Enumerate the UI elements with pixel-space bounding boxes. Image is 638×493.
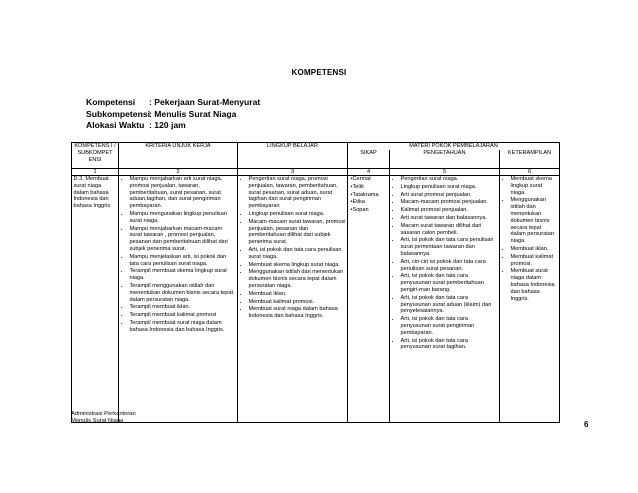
list-item: • Arti, isi pokok dan tata cara penyusunan surat tagihan. xyxy=(401,338,498,352)
list-item: • Mampu menjabarkan macam-macam surat tawaran , promosi penjualan, pesanan dan pemberitahuan dilihat dari subjek penerima surat. xyxy=(130,226,236,253)
list-item: • Macam-macam promosi penjualan. xyxy=(401,199,498,206)
list-item: • Menggunakan istilah dan menentukan dokumen bisnis secara tepat dalam persuratan niaga. xyxy=(249,269,346,289)
list-item: • Membuat kalimat promosi. xyxy=(249,299,346,306)
column-number: 6 xyxy=(500,168,560,175)
meta-key: Kompetensi xyxy=(86,97,136,107)
page-footer xyxy=(71,411,136,425)
list-item: • Etika xyxy=(351,199,388,206)
list-item: • Mampu menguraikan lingkup penulisan surat niaga. xyxy=(130,211,236,225)
list-item: • Teliti xyxy=(351,184,388,191)
meta-row-alokasi-waktu xyxy=(86,120,260,132)
kriteria-cell xyxy=(119,176,238,423)
column-number: 5 xyxy=(390,168,500,175)
list-item: • Sopan xyxy=(351,207,388,214)
pengetahuan-cell xyxy=(390,176,500,423)
list-item: • Lingkup penulisan surat niaga. xyxy=(249,211,346,218)
sikap-list xyxy=(350,176,388,214)
list-item: • Lingkup penulisan surat niaga. xyxy=(401,184,498,191)
column-number: 2 xyxy=(119,168,238,175)
column-number: 3 xyxy=(238,168,348,175)
pengetahuan-list xyxy=(392,176,498,351)
meta-row-subkompetensi xyxy=(86,109,260,121)
column-number-row xyxy=(72,168,560,175)
sikap-cell xyxy=(348,176,390,423)
header-materi: MATERI POKOK PEMBELAJARAN xyxy=(348,143,560,150)
list-item: • Membuat iklan. xyxy=(511,246,558,253)
list-item: • Arti, isi pokok dan tata cara penulisan surat niaga. xyxy=(249,247,346,261)
list-item: • Pengertian surat niaga, promosi penjualan, tawaran, pemberitahuan, surat pesanan, surat aduan, surat tagihan dan surat pengiriman pembayaran xyxy=(249,176,346,210)
list-item: • Arti, isi pokok dan tata cara penulisan surat permintaan tawaran dan balasannya. xyxy=(401,237,498,257)
keterampilan-cell xyxy=(500,176,560,423)
syllabus-table xyxy=(71,142,560,423)
footer-line: Menulis Surat Niaga xyxy=(71,418,124,424)
list-item: • Menggunakan istilah dan menentukan dokumen bisnis secara tepat dalam persuratan niaga. xyxy=(511,197,558,245)
header-lingkup: LINGKUP BELAJAR xyxy=(238,143,348,169)
list-item: • Kalimat promosi penjualan. xyxy=(401,207,498,214)
list-item: • Arti surat promosi penjualan. xyxy=(401,192,498,199)
header-pengetahuan: PENGETAHUAN xyxy=(390,150,500,169)
list-item: • Arti, isi pokok dan tata cara penyusunan surat pengiriman pembayaran. xyxy=(401,316,498,336)
list-item: • Terampil membuat iklan. xyxy=(130,304,236,311)
keterampilan-list xyxy=(502,176,558,302)
competency-meta xyxy=(86,97,260,132)
list-item: • Membuat surat niaga dalam bahasa Indonesia dan bahasa Inggris. xyxy=(511,268,558,302)
list-item: • Terampil membuat surat niaga dalam bahasa Indonesia dan bahasa Inggris. xyxy=(130,320,236,334)
lingkup-list xyxy=(240,176,346,320)
meta-value: : Menulis Surat Niaga xyxy=(149,108,237,119)
meta-key: Alokasi Waktu xyxy=(86,120,145,130)
meta-row-kompetensi xyxy=(86,97,260,109)
list-item: • Arti, ciri-ciri isi pokok dan tata cara penulisan surat pesanan. xyxy=(401,259,498,273)
kompetensi-cell: D.3. Membuat surat niaga dalam bahasa Indonesia dan bahasa Inggris xyxy=(72,176,119,423)
meta-value: : Pekerjaan Surat-Menyurat xyxy=(149,97,261,107)
list-item: • Arti, isi pokok dan tata cara penyusunan surat pemberitahuan pengiri-man barang. xyxy=(401,273,498,293)
header-row xyxy=(72,143,560,150)
list-item: • Membuat skema lingkup surat niaga. xyxy=(249,262,346,269)
list-item: • Membuat surat niaga dalam bahasa Indonesia dan bahasa Inggris. xyxy=(249,306,346,320)
page-number: 6 xyxy=(584,420,589,429)
list-item: • Mampu menjelaskan arti, isi pokok dan tata cara penulisan surat niaga. xyxy=(130,254,236,268)
list-item: • Membuat iklan. xyxy=(249,291,346,298)
header-kriteria: KRITERIA UNJUK KERJA xyxy=(119,143,238,169)
lingkup-cell xyxy=(238,176,348,423)
list-item: • Membuat skema lingkup surat niaga. xyxy=(511,176,558,196)
list-item: • Terampil membuat kalimat promosi xyxy=(130,312,236,319)
column-number: 4 xyxy=(348,168,390,175)
footer-line: Administrasi Perkantoran xyxy=(71,411,136,417)
content-row xyxy=(72,176,560,423)
list-item: • Cermat xyxy=(351,176,388,183)
list-item: • Macam-macam surat tawaran, promosi penjualan, pesanan dan pemberitahuan dilihat dari subjek penerima surat. xyxy=(249,219,346,246)
column-number: 1 xyxy=(72,168,119,175)
list-item: • Mampu menjabarkan arti surat niaga, promosi penjualan, tawaran, pemberitahuan, surat pesanan, surat aduan,tagihan, dan surat pengiriman pembayaran. xyxy=(130,176,236,210)
kriteria-list xyxy=(121,176,236,334)
header-kompetensi: KOMPETENS I / SUBKOMPET ENSI xyxy=(72,143,119,169)
list-item: • Arti surat tawaran dan balasannya. xyxy=(401,215,498,222)
list-item: • Tatakrama xyxy=(351,192,388,199)
header-keterampilan: KETERAMPILAN xyxy=(500,150,560,169)
meta-key: Subkompetensi xyxy=(86,108,150,119)
list-item: • Pengertian surat niaga. xyxy=(401,176,498,183)
list-item: • Arti, isi pokok dan tata cara penyusunan surat aduan (klaim) dan penyelesaiannya. xyxy=(401,295,498,315)
list-item: • Membuat kalimat promosi. xyxy=(511,254,558,268)
list-item: • Terampil menggunakan istilah dan menentukan dokumen bisnis secara tepat dalam persuratan niaga. xyxy=(130,283,236,303)
document-title: KOMPETENSI xyxy=(291,68,347,77)
list-item: • Macam surat tawaran dilihat dari sasaran calon pembeli. xyxy=(401,223,498,237)
meta-value: : 120 jam xyxy=(149,120,186,130)
header-sikap: SIKAP xyxy=(348,150,390,169)
list-item: • Terampil membuat skema lingkup surat niaga. xyxy=(130,268,236,282)
